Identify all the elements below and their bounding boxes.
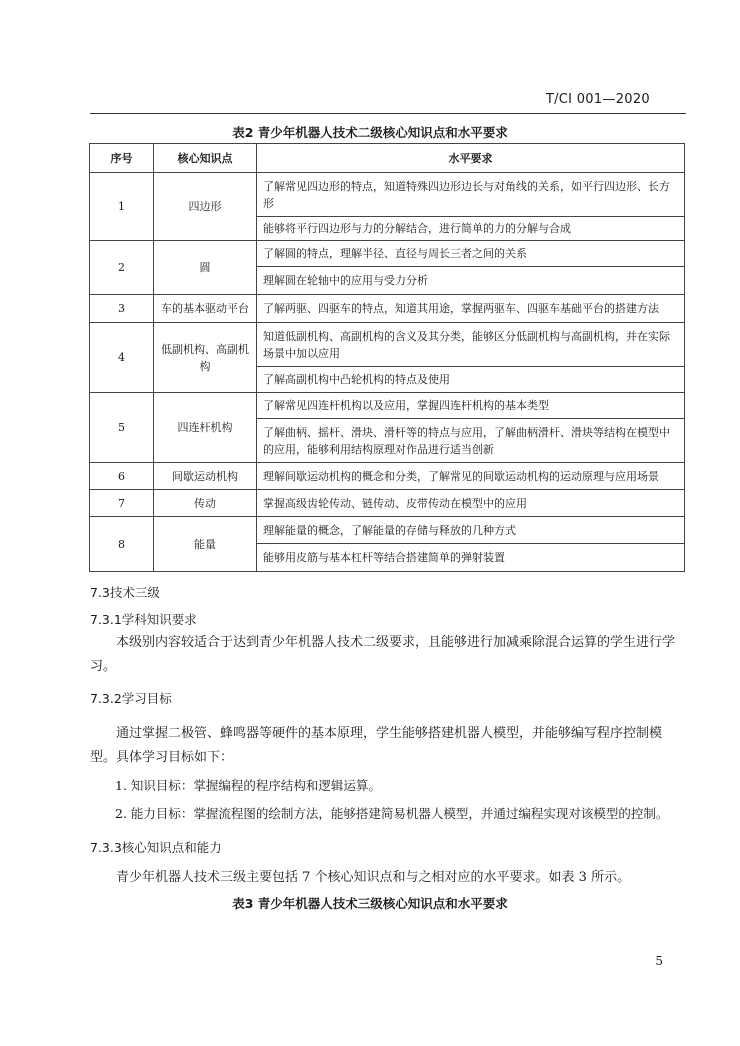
- row-no: 7: [90, 490, 154, 517]
- document-id: T/CI 001—2020: [545, 92, 650, 107]
- list-item: 2. 能力目标：掌握流程图的绘制方法，能够搭建简易机器人模型，并通过编程实现对该模型的控制。: [115, 806, 669, 821]
- row-req: 了解常见四连杆机构以及应用，掌握四连杆机构的基本类型: [257, 393, 685, 419]
- table-row: [90, 517, 685, 544]
- row-no: 2: [90, 241, 154, 295]
- row-req: 了解常见四边形的特点，知道特殊四边形边长与对角线的关系，如平行四边形、长方形: [257, 173, 685, 217]
- row-req: 理解圆在轮轴中的应用与受力分析: [257, 267, 685, 295]
- table2-caption: 表2 青少年机器人技术二级核心知识点和水平要求: [232, 125, 508, 140]
- row-req: 了解曲柄、摇杆、滑块、滑杆等的特点与应用，了解曲柄滑杆、滑块等结构在模型中的应用，能够利用结构原理对作品进行适当创新: [257, 419, 685, 463]
- row-no: 6: [90, 463, 154, 490]
- page-number: 5: [655, 954, 663, 968]
- header-divider: [90, 113, 686, 114]
- row-no: 5: [90, 393, 154, 463]
- table-header-row: [90, 144, 685, 173]
- row-no: 4: [90, 323, 154, 393]
- row-no: 1: [90, 173, 154, 241]
- table2: [89, 143, 685, 572]
- row-req: 了解圆的特点，理解半径、直径与周长三者之间的关系: [257, 241, 685, 267]
- table-row: [90, 323, 685, 367]
- table-row: [90, 463, 685, 490]
- row-req: 能够将平行四边形与力的分解结合，进行简单的力的分解与合成: [257, 217, 685, 241]
- list-item: 1. 知识目标：掌握编程的程序结构和逻辑运算。: [115, 778, 381, 793]
- header-point: 核心知识点: [154, 144, 257, 173]
- row-req: 知道低副机构、高副机构的含义及其分类，能够区分低副机构与高副机构，并在实际场景中加以应用: [257, 323, 685, 367]
- row-req: 能够用皮筋与基本杠杆等结合搭建简单的弹射装置: [257, 544, 685, 572]
- row-point: 传动: [154, 490, 257, 517]
- paragraph: 本级别内容较适合于达到青少年机器人技术二级要求，且能够进行加减乘除混合运算的学生进行学习。: [90, 635, 676, 674]
- row-point: 圆: [154, 241, 257, 295]
- row-req: 掌握高级齿轮传动、链传动、皮带传动在模型中的应用: [257, 490, 685, 517]
- header-req: 水平要求: [257, 144, 685, 173]
- table-row: [90, 173, 685, 217]
- subsection-title: 7.3.3核心知识点和能力: [90, 840, 222, 855]
- row-point: 四边形: [154, 173, 257, 241]
- row-req: 理解能量的概念，了解能量的存储与释放的几种方式: [257, 517, 685, 544]
- table3-caption: 表3 青少年机器人技术三级核心知识点和水平要求: [232, 896, 508, 911]
- row-no: 3: [90, 295, 154, 323]
- subsection-title: 7.3.1学科知识要求: [90, 612, 197, 627]
- subsection-title: 7.3.2学习目标: [90, 691, 172, 706]
- row-req: 了解高副机构中凸轮机构的特点及使用: [257, 367, 685, 393]
- row-point: 车的基本驱动平台: [154, 295, 257, 323]
- table-row: [90, 490, 685, 517]
- row-req: 了解两驱、四驱车的特点，知道其用途，掌握两驱车、四驱车基础平台的搭建方法: [257, 295, 685, 323]
- header-no: 序号: [90, 144, 154, 173]
- table-row: [90, 393, 685, 419]
- row-point: 四连杆机构: [154, 393, 257, 463]
- table-row: [90, 295, 685, 323]
- row-no: 8: [90, 517, 154, 572]
- row-point: 能量: [154, 517, 257, 572]
- row-req: 理解间歇运动机构的概念和分类，了解常见的间歇运动机构的运动原理与应用场景: [257, 463, 685, 490]
- section-title: 7.3技术三级: [90, 585, 160, 600]
- paragraph: 青少年机器人技术三级主要包括 7 个核心知识点和与之相对应的水平要求。如表 3 所示。: [116, 870, 631, 885]
- paragraph: 通过掌握二极管、蜂鸣器等硬件的基本原理，学生能够搭建机器人模型，并能够编写程序控制模型。具体学习目标如下：: [90, 726, 663, 765]
- row-point: 间歇运动机构: [154, 463, 257, 490]
- table-row: [90, 241, 685, 267]
- row-point: 低副机构、高副机构: [154, 323, 257, 393]
